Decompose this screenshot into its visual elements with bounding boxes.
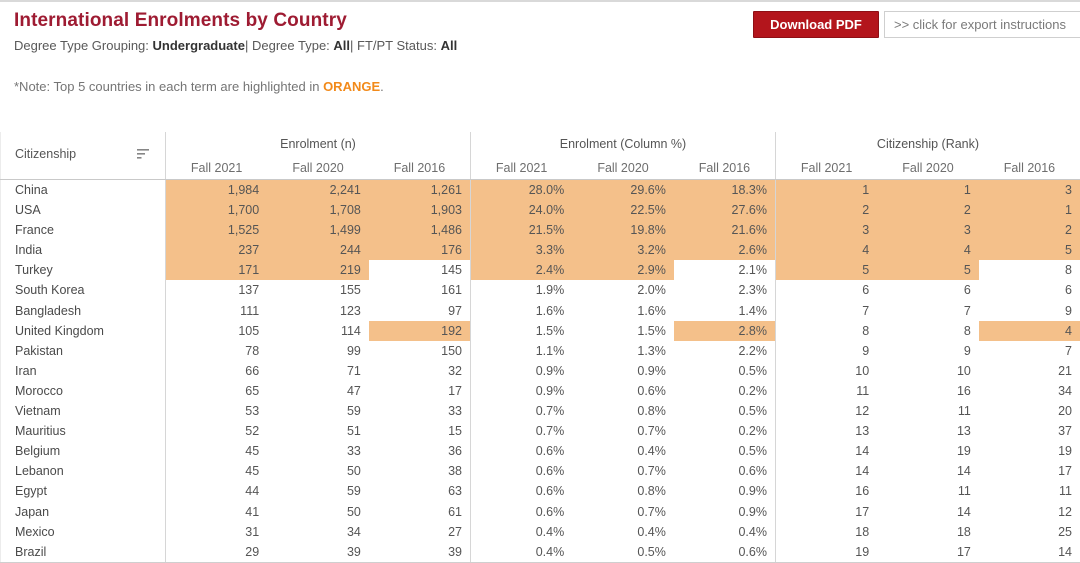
table-row [1, 301, 1080, 321]
term-header-fall2020[interactable]: Fall 2020 [267, 156, 369, 180]
value-cell[interactable]: 50 [267, 502, 369, 522]
value-cell[interactable]: 22.5% [572, 200, 674, 220]
value-cell[interactable]: 37 [979, 421, 1080, 441]
value-cell[interactable]: 0.7% [572, 461, 674, 481]
value-cell[interactable]: 13 [775, 421, 877, 441]
table-row [1, 200, 1080, 220]
value-cell[interactable]: 45 [166, 461, 268, 481]
country-label[interactable]: Mauritius [1, 421, 166, 441]
country-label[interactable]: South Korea [1, 280, 166, 300]
value-cell[interactable]: 171 [166, 260, 268, 280]
value-cell[interactable]: 29 [166, 542, 268, 563]
term-header-fall2020[interactable]: Fall 2020 [572, 156, 674, 180]
country-label[interactable]: Pakistan [1, 341, 166, 361]
table-row [1, 180, 1080, 201]
enrolment-table [0, 132, 1080, 563]
value-cell[interactable]: 0.5% [674, 441, 776, 461]
value-cell[interactable]: 50 [267, 461, 369, 481]
value-cell[interactable]: 0.5% [674, 401, 776, 421]
value-cell[interactable]: 47 [267, 381, 369, 401]
value-cell[interactable]: 36 [369, 441, 471, 461]
table-row [1, 401, 1080, 421]
value-cell[interactable]: 33 [267, 441, 369, 461]
value-cell[interactable]: 0.9% [471, 361, 573, 381]
note-text: *Note: Top 5 countries in each term are highlighted in [14, 79, 323, 94]
value-cell[interactable]: 0.4% [471, 522, 573, 542]
value-cell[interactable]: 155 [267, 280, 369, 300]
value-cell[interactable]: 21 [979, 361, 1080, 381]
value-cell[interactable]: 244 [267, 240, 369, 260]
term-header-fall2021[interactable]: Fall 2021 [471, 156, 573, 180]
group-header-row [1, 132, 1080, 156]
value-cell[interactable]: 145 [369, 260, 471, 280]
note-period: . [380, 79, 384, 94]
value-cell[interactable]: 2 [979, 220, 1080, 240]
value-cell[interactable]: 14 [775, 461, 877, 481]
value-cell[interactable]: 17 [877, 542, 979, 563]
value-cell[interactable]: 16 [775, 481, 877, 501]
value-cell[interactable]: 65 [166, 381, 268, 401]
value-cell[interactable]: 0.6% [471, 441, 573, 461]
value-cell[interactable]: 15 [369, 421, 471, 441]
citizenship-column-header[interactable] [1, 132, 166, 180]
value-cell[interactable]: 24.0% [471, 200, 573, 220]
value-cell[interactable]: 0.9% [471, 381, 573, 401]
value-cell[interactable]: 34 [979, 381, 1080, 401]
value-cell[interactable]: 6 [877, 280, 979, 300]
value-cell[interactable]: 237 [166, 240, 268, 260]
value-cell[interactable]: 20 [979, 401, 1080, 421]
value-cell[interactable]: 0.8% [572, 401, 674, 421]
value-cell[interactable]: 2,241 [267, 180, 369, 201]
value-cell[interactable]: 1,499 [267, 220, 369, 240]
value-cell[interactable]: 2 [775, 200, 877, 220]
value-cell[interactable]: 0.4% [572, 441, 674, 461]
value-cell[interactable]: 4 [775, 240, 877, 260]
table-row [1, 280, 1080, 300]
table-row [1, 260, 1080, 280]
value-cell[interactable]: 2.9% [572, 260, 674, 280]
value-cell[interactable]: 17 [369, 381, 471, 401]
value-cell[interactable]: 0.4% [572, 522, 674, 542]
value-cell[interactable]: 25 [979, 522, 1080, 542]
value-cell[interactable]: 0.6% [471, 461, 573, 481]
value-cell[interactable]: 0.6% [471, 481, 573, 501]
value-cell[interactable]: 3 [979, 180, 1080, 201]
value-cell[interactable]: 1.9% [471, 280, 573, 300]
table-row [1, 421, 1080, 441]
value-cell[interactable]: 4 [979, 321, 1080, 341]
table-row [1, 542, 1080, 563]
value-cell[interactable]: 123 [267, 301, 369, 321]
table-row [1, 361, 1080, 381]
value-cell[interactable]: 44 [166, 481, 268, 501]
value-cell[interactable]: 19.8% [572, 220, 674, 240]
value-cell[interactable]: 2 [877, 200, 979, 220]
value-cell[interactable]: 1,903 [369, 200, 471, 220]
value-cell[interactable]: 161 [369, 280, 471, 300]
country-label[interactable]: Mexico [1, 522, 166, 542]
value-cell[interactable]: 0.6% [674, 542, 776, 563]
value-cell[interactable]: 0.7% [471, 401, 573, 421]
value-cell[interactable]: 1.5% [572, 321, 674, 341]
value-cell[interactable]: 11 [877, 401, 979, 421]
filter-ftpt-label: | FT/PT Status: [350, 38, 441, 53]
value-cell[interactable]: 11 [979, 481, 1080, 501]
value-cell[interactable]: 2.0% [572, 280, 674, 300]
value-cell[interactable]: 0.9% [572, 361, 674, 381]
value-cell[interactable]: 0.9% [674, 481, 776, 501]
table-body [1, 180, 1080, 563]
value-cell[interactable]: 7 [775, 301, 877, 321]
value-cell[interactable]: 14 [979, 542, 1080, 563]
value-cell[interactable]: 14 [775, 441, 877, 461]
value-cell[interactable]: 1,261 [369, 180, 471, 201]
country-label[interactable]: Morocco [1, 381, 166, 401]
value-cell[interactable]: 34 [267, 522, 369, 542]
value-cell[interactable]: 0.6% [674, 461, 776, 481]
value-cell[interactable]: 78 [166, 341, 268, 361]
value-cell[interactable]: 1,708 [267, 200, 369, 220]
value-cell[interactable]: 45 [166, 441, 268, 461]
term-header-fall2020[interactable]: Fall 2020 [877, 156, 979, 180]
value-cell[interactable]: 1 [877, 180, 979, 201]
value-cell[interactable]: 3.3% [471, 240, 573, 260]
value-cell[interactable]: 39 [369, 542, 471, 563]
value-cell[interactable]: 61 [369, 502, 471, 522]
value-cell[interactable]: 63 [369, 481, 471, 501]
value-cell[interactable]: 114 [267, 321, 369, 341]
table-row [1, 381, 1080, 401]
table-row [1, 461, 1080, 481]
value-cell[interactable]: 28.0% [471, 180, 573, 201]
value-cell[interactable]: 5 [979, 240, 1080, 260]
value-cell[interactable]: 1.4% [674, 301, 776, 321]
value-cell[interactable]: 0.2% [674, 381, 776, 401]
value-cell[interactable]: 6 [979, 280, 1080, 300]
value-cell[interactable]: 0.8% [572, 481, 674, 501]
term-header-fall2016[interactable]: Fall 2016 [979, 156, 1080, 180]
value-cell[interactable]: 21.5% [471, 220, 573, 240]
group-header-enrolment-n: Enrolment (n) [166, 132, 471, 156]
term-header-fall2016[interactable]: Fall 2016 [674, 156, 776, 180]
value-cell[interactable]: 12 [775, 401, 877, 421]
country-label[interactable]: India [1, 240, 166, 260]
value-cell[interactable]: 0.7% [572, 502, 674, 522]
value-cell[interactable]: 150 [369, 341, 471, 361]
citizenship-header-label: Citizenship [15, 147, 76, 161]
value-cell[interactable]: 0.6% [572, 381, 674, 401]
value-cell[interactable]: 2.6% [674, 240, 776, 260]
value-cell[interactable]: 2.1% [674, 260, 776, 280]
value-cell[interactable]: 8 [775, 321, 877, 341]
value-cell[interactable]: 1.6% [471, 301, 573, 321]
table-row [1, 502, 1080, 522]
value-cell[interactable]: 9 [775, 341, 877, 361]
value-cell[interactable]: 13 [877, 421, 979, 441]
value-cell[interactable]: 1,486 [369, 220, 471, 240]
value-cell[interactable]: 6 [775, 280, 877, 300]
value-cell[interactable]: 9 [877, 341, 979, 361]
value-cell[interactable]: 18 [775, 522, 877, 542]
value-cell[interactable]: 29.6% [572, 180, 674, 201]
value-cell[interactable]: 1,984 [166, 180, 268, 201]
value-cell[interactable]: 10 [877, 361, 979, 381]
value-cell[interactable]: 59 [267, 401, 369, 421]
country-label[interactable]: Lebanon [1, 461, 166, 481]
value-cell[interactable]: 18 [877, 522, 979, 542]
value-cell[interactable]: 0.6% [471, 502, 573, 522]
filter-degree-grouping-label: Degree Type Grouping: [14, 38, 153, 53]
value-cell[interactable]: 71 [267, 361, 369, 381]
value-cell[interactable]: 105 [166, 321, 268, 341]
value-cell[interactable]: 66 [166, 361, 268, 381]
value-cell[interactable]: 41 [166, 502, 268, 522]
country-label[interactable]: Egypt [1, 481, 166, 501]
country-label[interactable]: Iran [1, 361, 166, 381]
value-cell[interactable]: 97 [369, 301, 471, 321]
value-cell[interactable]: 27 [369, 522, 471, 542]
table-row [1, 341, 1080, 361]
value-cell[interactable]: 0.5% [572, 542, 674, 563]
page-title: International Enrolments by Country [14, 10, 347, 32]
value-cell[interactable]: 12 [979, 502, 1080, 522]
value-cell[interactable]: 53 [166, 401, 268, 421]
value-cell[interactable]: 192 [369, 321, 471, 341]
value-cell[interactable]: 7 [979, 341, 1080, 361]
export-instructions-link[interactable]: >> click for export instructions [884, 11, 1080, 38]
value-cell[interactable]: 14 [877, 461, 979, 481]
value-cell[interactable]: 59 [267, 481, 369, 501]
term-header-fall2021[interactable]: Fall 2021 [775, 156, 877, 180]
value-cell[interactable]: 18.3% [674, 180, 776, 201]
table-row [1, 240, 1080, 260]
table-row [1, 220, 1080, 240]
value-cell[interactable]: 111 [166, 301, 268, 321]
group-header-enrolment-pct: Enrolment (Column %) [471, 132, 776, 156]
value-cell[interactable]: 0.4% [674, 522, 776, 542]
value-cell[interactable]: 31 [166, 522, 268, 542]
value-cell[interactable]: 0.9% [674, 502, 776, 522]
value-cell[interactable]: 17 [775, 502, 877, 522]
value-cell[interactable]: 52 [166, 421, 268, 441]
filter-degree-type-label: | Degree Type: [245, 38, 333, 53]
table-row [1, 481, 1080, 501]
value-cell[interactable]: 7 [877, 301, 979, 321]
highlight-note [14, 79, 384, 94]
country-label[interactable]: China [1, 180, 166, 201]
value-cell[interactable]: 3 [775, 220, 877, 240]
value-cell[interactable]: 1.5% [471, 321, 573, 341]
value-cell[interactable]: 39 [267, 542, 369, 563]
value-cell[interactable]: 5 [775, 260, 877, 280]
filter-ftpt-value: All [441, 38, 458, 53]
value-cell[interactable]: 10 [775, 361, 877, 381]
filter-degree-type-value: All [333, 38, 350, 53]
country-label[interactable]: Turkey [1, 260, 166, 280]
value-cell[interactable]: 11 [877, 481, 979, 501]
value-cell[interactable]: 1.1% [471, 341, 573, 361]
table-row [1, 522, 1080, 542]
value-cell[interactable]: 14 [877, 502, 979, 522]
value-cell[interactable]: 2.2% [674, 341, 776, 361]
country-label[interactable]: Belgium [1, 441, 166, 461]
value-cell[interactable]: 19 [775, 542, 877, 563]
value-cell[interactable]: 0.7% [572, 421, 674, 441]
country-label[interactable]: Vietnam [1, 401, 166, 421]
value-cell[interactable]: 21.6% [674, 220, 776, 240]
value-cell[interactable]: 5 [877, 260, 979, 280]
value-cell[interactable]: 8 [979, 260, 1080, 280]
value-cell[interactable]: 38 [369, 461, 471, 481]
term-header-fall2021[interactable]: Fall 2021 [166, 156, 268, 180]
value-cell[interactable]: 16 [877, 381, 979, 401]
value-cell[interactable]: 99 [267, 341, 369, 361]
country-label[interactable]: United Kingdom [1, 321, 166, 341]
value-cell[interactable]: 137 [166, 280, 268, 300]
value-cell[interactable]: 32 [369, 361, 471, 381]
value-cell[interactable]: 11 [775, 381, 877, 401]
value-cell[interactable]: 1.6% [572, 301, 674, 321]
filter-degree-grouping-value: Undergraduate [153, 38, 245, 53]
country-label[interactable]: Brazil [1, 542, 166, 563]
value-cell[interactable]: 2.4% [471, 260, 573, 280]
value-cell[interactable]: 2.3% [674, 280, 776, 300]
value-cell[interactable]: 2.8% [674, 321, 776, 341]
value-cell[interactable]: 1 [979, 200, 1080, 220]
value-cell[interactable]: 1,525 [166, 220, 268, 240]
group-header-citizenship-rank: Citizenship (Rank) [775, 132, 1080, 156]
value-cell[interactable]: 27.6% [674, 200, 776, 220]
value-cell[interactable]: 1 [775, 180, 877, 201]
table-row [1, 321, 1080, 341]
value-cell[interactable]: 0.7% [471, 421, 573, 441]
value-cell[interactable]: 3 [877, 220, 979, 240]
value-cell[interactable]: 1.3% [572, 341, 674, 361]
value-cell[interactable]: 3.2% [572, 240, 674, 260]
note-orange-word: ORANGE [323, 79, 380, 94]
value-cell[interactable]: 8 [877, 321, 979, 341]
value-cell[interactable]: 219 [267, 260, 369, 280]
value-cell[interactable]: 9 [979, 301, 1080, 321]
value-cell[interactable]: 1,700 [166, 200, 268, 220]
value-cell[interactable]: 0.2% [674, 421, 776, 441]
country-label[interactable]: France [1, 220, 166, 240]
sort-icon[interactable] [137, 148, 151, 160]
value-cell[interactable]: 33 [369, 401, 471, 421]
value-cell[interactable]: 19 [979, 441, 1080, 461]
country-label[interactable]: Japan [1, 502, 166, 522]
value-cell[interactable]: 19 [877, 441, 979, 461]
filter-summary [14, 38, 457, 53]
value-cell[interactable]: 51 [267, 421, 369, 441]
value-cell[interactable]: 4 [877, 240, 979, 260]
table-row [1, 441, 1080, 461]
value-cell[interactable]: 0.5% [674, 361, 776, 381]
download-pdf-button[interactable]: Download PDF [753, 11, 879, 38]
value-cell[interactable]: 0.4% [471, 542, 573, 563]
value-cell[interactable]: 176 [369, 240, 471, 260]
country-label[interactable]: Bangladesh [1, 301, 166, 321]
value-cell[interactable]: 17 [979, 461, 1080, 481]
country-label[interactable]: USA [1, 200, 166, 220]
term-header-fall2016[interactable]: Fall 2016 [369, 156, 471, 180]
